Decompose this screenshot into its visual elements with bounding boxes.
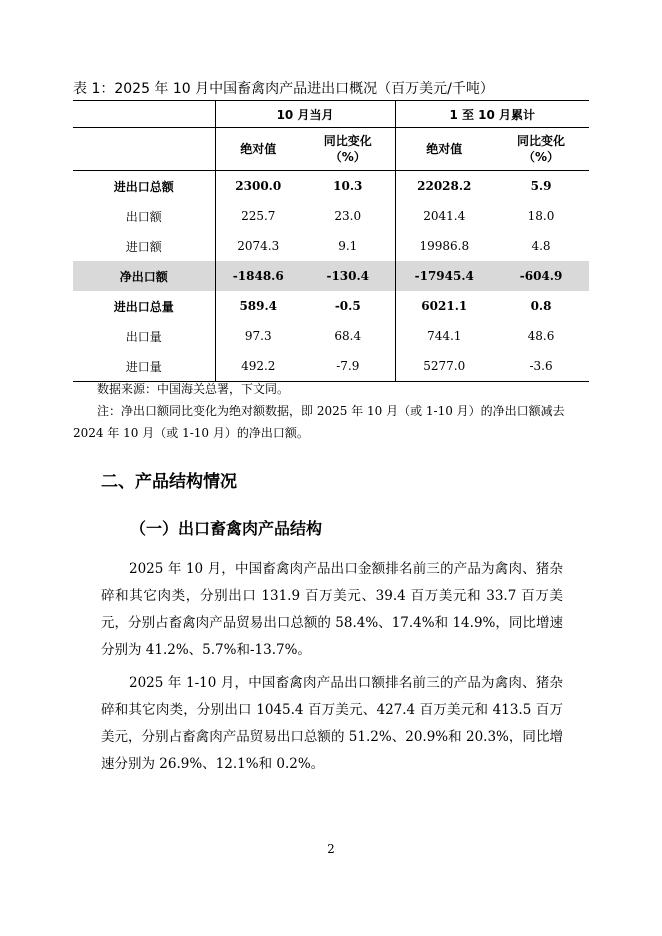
table-cell: 589.4 bbox=[215, 291, 301, 321]
table-group-header-row bbox=[73, 101, 589, 128]
group-header-october: 10 月当月 bbox=[215, 101, 395, 128]
group-header-jan-oct: 1 至 10 月累计 bbox=[395, 101, 589, 128]
data-source-note: 数据来源：中国海关总署，下文同。 bbox=[97, 382, 290, 396]
table-cell: -130.4 bbox=[301, 261, 395, 291]
table-cell: 48.6 bbox=[527, 329, 555, 343]
table-cell: 5.9 bbox=[530, 179, 552, 193]
sub-header-absolute: 绝对值 bbox=[395, 128, 493, 171]
table-row-highlighted bbox=[73, 261, 589, 291]
sub-header-absolute: 绝对值 bbox=[215, 128, 301, 171]
table-cell: -1848.6 bbox=[215, 261, 301, 291]
table-cell: 23.0 bbox=[334, 209, 362, 223]
table-cell: 2074.3 bbox=[215, 231, 301, 261]
trade-summary-table bbox=[73, 100, 589, 382]
table-cell: -7.9 bbox=[301, 351, 395, 382]
table-cell: -3.6 bbox=[493, 351, 589, 382]
header-blank-cell bbox=[73, 128, 215, 171]
table-row bbox=[73, 321, 589, 351]
table-cell: -17945.4 bbox=[395, 261, 493, 291]
table-row bbox=[73, 351, 589, 382]
table-cell: 6021.1 bbox=[395, 291, 493, 321]
table-cell: 492.2 bbox=[215, 351, 301, 382]
table-cell: 22028.2 bbox=[395, 171, 493, 202]
table-row bbox=[73, 171, 589, 202]
table-cell: 19986.8 bbox=[395, 231, 493, 261]
section-heading: 二、产品结构情况 bbox=[101, 472, 237, 492]
table-footnote: 注：净出口额同比变化为绝对额数据，即 2025 年 10 月（或 1-10 月）的净出口额减去 2024 年 10 月（或 1-10 月）的净出口额。 bbox=[73, 404, 565, 440]
row-label: 进口额 bbox=[125, 239, 162, 254]
sub-header-yoy: 同比变化（%） bbox=[493, 128, 589, 171]
table-cell: 0.8 bbox=[530, 299, 552, 313]
table-cell: 9.1 bbox=[338, 239, 358, 253]
row-label: 净出口额 bbox=[73, 261, 215, 291]
table-cell: 97.3 bbox=[215, 321, 301, 351]
body-paragraph: 2025 年 10 月，中国畜禽肉产品出口金额排名前三的产品为禽肉、猪杂碎和其它肉类，分别出口 131.9 百万美元、39.4 百万美元和 33.7 百万美元，分别占畜禽肉产品贸易出口总额的 58.4%、17.4%和 14.9%，同比增速分别为 41.2%、5.7%和-13.7%。 bbox=[101, 561, 563, 658]
table-cell: -0.5 bbox=[334, 299, 361, 313]
table-cell: 2300.0 bbox=[215, 171, 301, 202]
sub-header-yoy: 同比变化（%） bbox=[301, 128, 395, 171]
table-cell: 2041.4 bbox=[395, 201, 493, 231]
table-sub-header-row bbox=[73, 128, 589, 171]
row-label: 进出口总量 bbox=[113, 299, 174, 314]
table-cell: 68.4 bbox=[334, 329, 362, 343]
row-label: 进口量 bbox=[73, 351, 215, 382]
table-cell: 10.3 bbox=[333, 179, 363, 193]
table-row bbox=[73, 291, 589, 321]
table-row bbox=[73, 231, 589, 261]
table-cell: 18.0 bbox=[527, 209, 555, 223]
row-label: 出口量 bbox=[125, 329, 162, 344]
subsection-heading: （一）出口畜禽肉产品结构 bbox=[130, 519, 323, 538]
table-caption: 表 1：2025 年 10 月中国畜禽肉产品进出口概况（百万美元/千吨） bbox=[73, 81, 494, 97]
table-cell: 5277.0 bbox=[395, 351, 493, 382]
table-cell: 4.8 bbox=[531, 239, 551, 253]
table-cell: 744.1 bbox=[395, 321, 493, 351]
row-label: 出口额 bbox=[125, 209, 162, 224]
row-label: 进出口总额 bbox=[113, 179, 174, 194]
table-cell: 225.7 bbox=[215, 201, 301, 231]
page-number: 2 bbox=[327, 842, 335, 856]
table-cell: -604.9 bbox=[493, 261, 589, 291]
body-paragraph: 2025 年 1-10 月，中国畜禽肉产品出口额排名前三的产品为禽肉、猪杂碎和其它肉类，分别出口 1045.4 百万美元、427.4 百万美元和 413.5 百万美元，分别占畜禽肉产品贸易出口总额的 51.2%、20.9%和 20.3%，同比增速分别为 26.9%、12.1%和 0.2%。 bbox=[101, 675, 563, 772]
table-row bbox=[73, 201, 589, 231]
header-blank-cell bbox=[73, 101, 215, 128]
